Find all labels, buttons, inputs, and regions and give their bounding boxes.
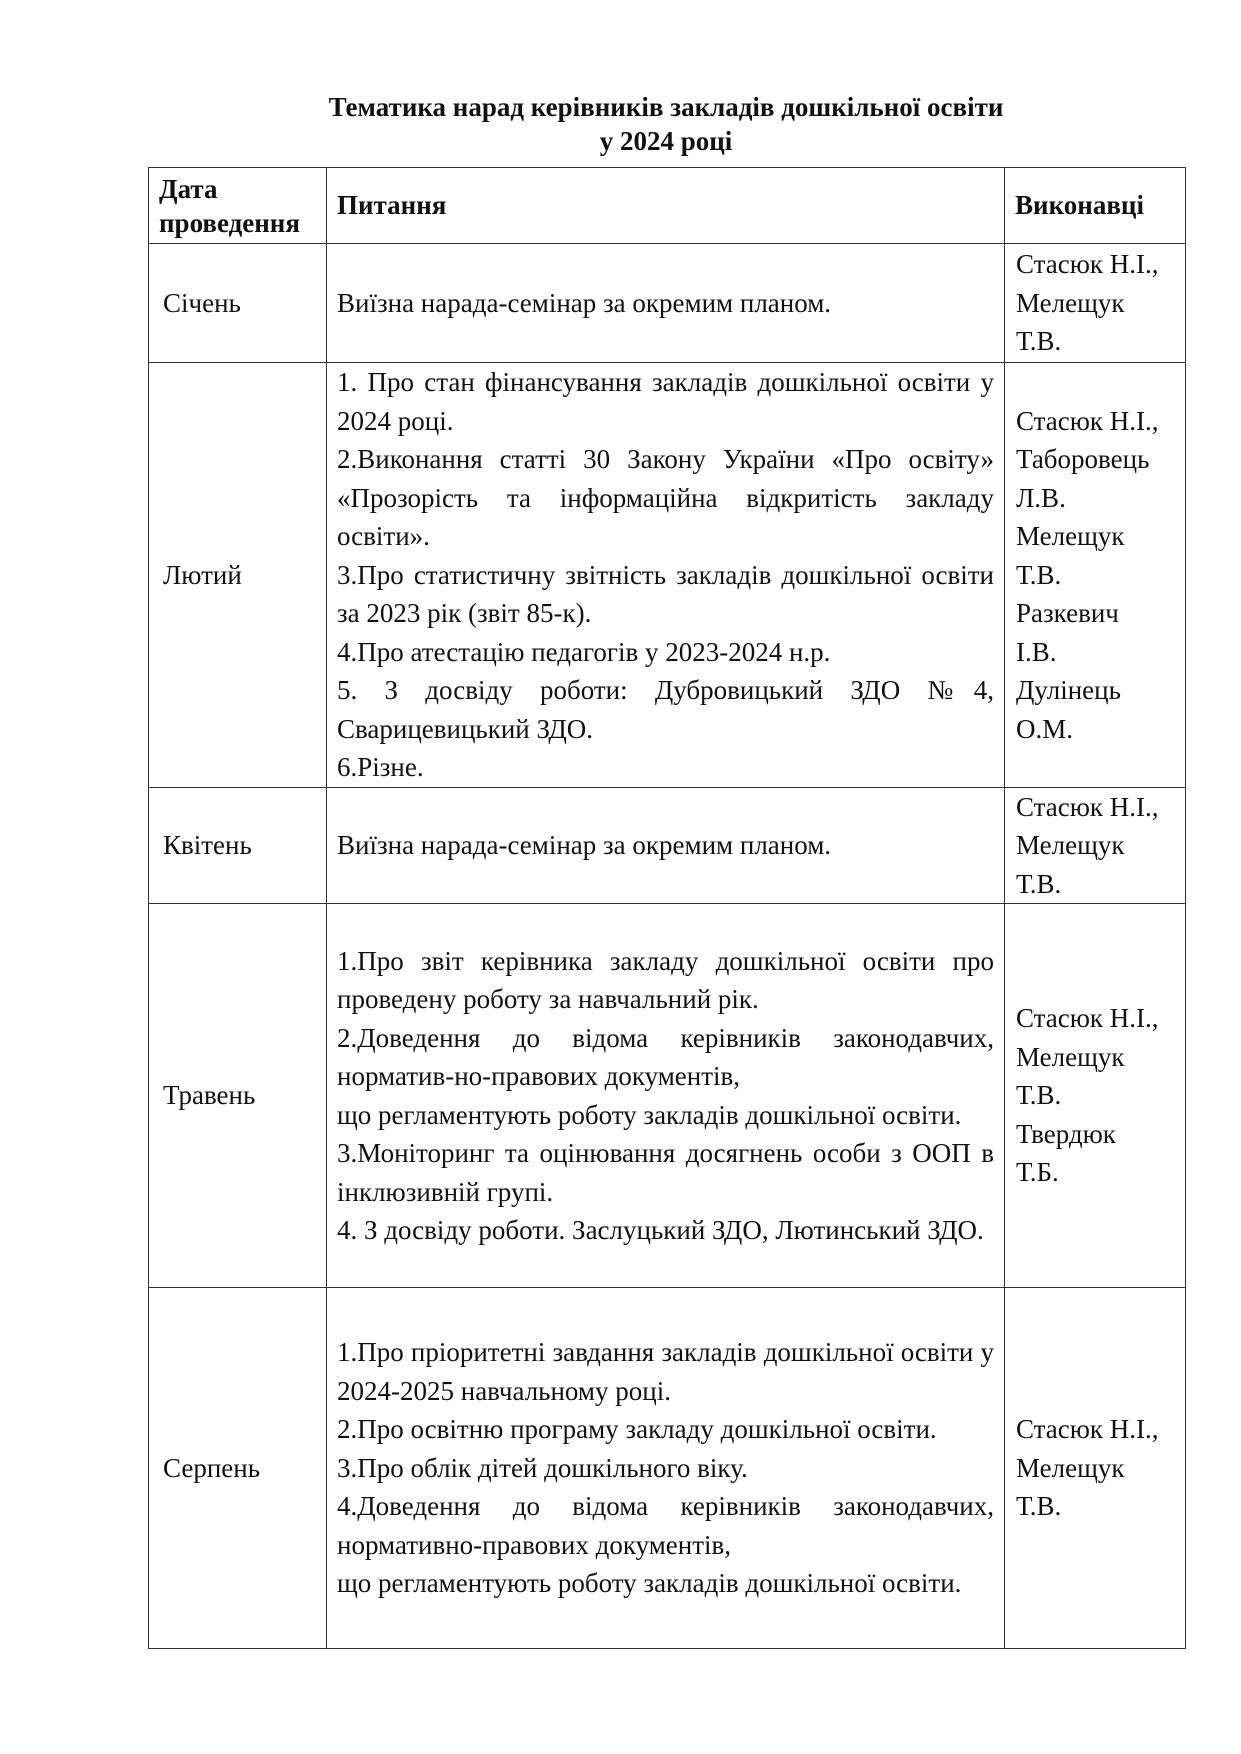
- topic-item: 6.Різне.: [337, 752, 424, 782]
- topic-item: 5. З досвіду роботи: Дубровицький ЗДО №4, Сварицевицький ЗДО.: [337, 675, 994, 744]
- executor-name: О.М.: [1016, 713, 1074, 744]
- table-row: [149, 363, 1186, 788]
- topic-item: 3.Моніторинг та оцінювання досягнень особи з ООП в інклюзивній групі.: [337, 1138, 994, 1207]
- header-date: [149, 168, 327, 244]
- topics-cell: [327, 1288, 1005, 1649]
- table-row: [149, 787, 1186, 904]
- executor-name: Т.В.: [1016, 559, 1062, 590]
- topic-item: що регламентують роботу закладів дошкільної освіти.: [337, 1099, 962, 1130]
- header-date-line-2: проведення: [159, 207, 300, 238]
- executor-name: Мелещук: [1016, 830, 1125, 860]
- month-cell: Лютий: [149, 363, 327, 788]
- topics-cell: [327, 904, 1005, 1288]
- table-header-row: [149, 168, 1186, 244]
- month-cell: Квітень: [149, 787, 327, 904]
- title-line-1: Тематика нарад керівників закладів дошкільної освіти: [328, 92, 1004, 122]
- executor-name: Т.В.: [1016, 1080, 1062, 1111]
- executor-name: Т.В.: [1016, 868, 1062, 899]
- topic-item: 1.Про звіт керівника закладу дошкільної освіти про проведену роботу за навчальний рік.: [337, 945, 994, 1014]
- topics-cell: [327, 787, 1005, 904]
- executor-name: Стасюк Н.І.,: [1016, 1414, 1159, 1445]
- header-date-line-1: Дата: [159, 173, 218, 204]
- executors-cell: [1005, 363, 1186, 788]
- month-cell: Травень: [149, 904, 327, 1288]
- executor-name: Твердюк: [1016, 1118, 1116, 1149]
- page-title: [148, 90, 1184, 158]
- executor-name: І.В.: [1016, 636, 1057, 667]
- executor-name: Стасюк Н.І.,: [1016, 249, 1159, 280]
- executors-cell: [1005, 1288, 1186, 1649]
- topic-item: 3.Про облік дітей дошкільного віку.: [337, 1452, 748, 1483]
- topics-cell: [327, 244, 1005, 363]
- executor-name: Мелещук: [1016, 287, 1125, 318]
- executor-name: Стасюк Н.І.,: [1016, 791, 1159, 822]
- title-line-2: у 2024 році: [599, 126, 733, 156]
- topic-item: 2.Виконання статті 30 Закону України «Про освіту» «Прозорість та інформаційна відкритість закладу освіти».: [337, 444, 994, 551]
- topic-item: 2.Доведення до відома керівників законодавчих, норматив-но-правових документів,: [337, 1022, 994, 1091]
- month-cell: Серпень: [149, 1288, 327, 1649]
- topic-item: 1.Про пріоритетні завдання закладів дошкільної освіти у 2024-2025 навчальному році.: [337, 1337, 994, 1406]
- executor-name: Стасюк Н.І.,: [1016, 405, 1159, 436]
- topic-item: що регламентують роботу закладів дошкільної освіти.: [337, 1568, 962, 1599]
- topic-item: Виїзна нарада-семінар за окремим планом.: [337, 287, 832, 318]
- executors-cell: [1005, 244, 1186, 363]
- executors-cell: [1005, 904, 1186, 1288]
- topic-item: Виїзна нарада-семінар за окремим планом.: [337, 830, 832, 860]
- topics-cell: [327, 363, 1005, 788]
- executor-name: Мелещук: [1016, 1452, 1125, 1483]
- meetings-table: [148, 167, 1186, 1649]
- topic-item: 2.Про освітню програму закладу дошкільної освіти.: [337, 1414, 937, 1445]
- topic-item: 4.Про атестацію педагогів у 2023-2024 н.р.: [337, 636, 831, 667]
- table-row: [149, 904, 1186, 1288]
- topic-item: 3.Про статистичну звітність закладів дошкільної освіти за 2023 рік (звіт 85-к).: [337, 559, 994, 628]
- executor-name: Т.В.: [1016, 1491, 1062, 1522]
- executor-name: Т.Б.: [1016, 1157, 1059, 1188]
- executor-name: Дулінець: [1016, 675, 1121, 705]
- executor-name: Т.В.: [1016, 326, 1062, 357]
- executor-name: Разкевич: [1016, 598, 1119, 628]
- topic-item: 1. Про стан фінансування закладів дошкільної освіти у 2024 році.: [337, 367, 994, 436]
- header-executors: Виконавці: [1005, 168, 1186, 244]
- topic-item: 4.Доведення до відома керівників законодавчих, нормативно-правових документів,: [337, 1491, 994, 1560]
- table-row: [149, 1288, 1186, 1649]
- executor-name: Таборовець: [1016, 444, 1150, 474]
- table-row: [149, 244, 1186, 363]
- executor-name: Стасюк Н.І.,: [1016, 1003, 1159, 1034]
- executor-name: Мелещук: [1016, 521, 1125, 551]
- executor-name: Л.В.: [1016, 482, 1066, 513]
- executors-cell: [1005, 787, 1186, 904]
- month-cell: Січень: [149, 244, 327, 363]
- topic-item: 4. З досвіду роботи. Заслуцький ЗДО, Лютинський ЗДО.: [337, 1215, 984, 1245]
- header-topics: Питання: [327, 168, 1005, 244]
- executor-name: Мелещук: [1016, 1041, 1125, 1072]
